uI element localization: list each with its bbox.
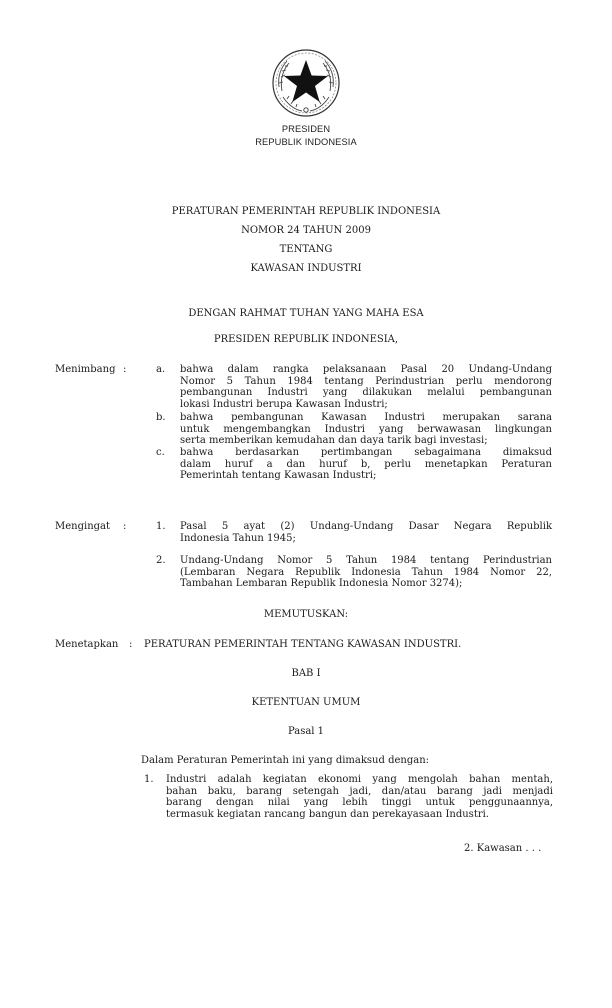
text-line: Indonesia Tahun 1945; (180, 532, 296, 544)
text-line: termasuk kegiatan rancang bangun dan perekayasaan Industri. (166, 808, 489, 820)
menimbang-marker-a: a. (156, 364, 166, 375)
text-line: Undang-Undang Nomor 5 Tahun 1984 tentang Perindustrian (180, 555, 552, 566)
mengingat-colon: : (123, 521, 127, 532)
text-line: Nomor 5 Tahun 1984 tentang Perindustrian perlu mendorong (180, 375, 552, 387)
header-republic: REPUBLIK INDONESIA (255, 137, 357, 147)
preamble-president: PRESIDEN REPUBLIK INDONESIA, (213, 334, 399, 345)
text-line: lokasi Industri berupa Kawasan Industri; (180, 398, 388, 410)
menimbang-item-c (180, 447, 552, 482)
regulation-title: PERATURAN PEMERINTAH REPUBLIK INDONESIA (171, 206, 441, 217)
menetapkan-colon: : (129, 639, 133, 650)
text-line: serta memberikan kemudahan dan daya tarik bagi investasi; (180, 435, 488, 447)
menimbang-marker-b: b. (156, 412, 166, 423)
regulation-subject: KAWASAN INDUSTRI (250, 263, 362, 274)
article-item-1 (166, 774, 553, 820)
preamble-blessing: DENGAN RAHMAT TUHAN YANG MAHA ESA (188, 308, 424, 319)
menimbang-marker-c: c. (156, 447, 165, 458)
article-item-marker-1: 1. (144, 774, 154, 785)
mengingat-item-2 (180, 555, 552, 590)
text-line: untuk mengembangkan Industri yang berwawasan lingkungan (180, 423, 552, 435)
text-line: bahwa pembangunan Kawasan Industri merupakan sarana (180, 412, 552, 423)
mengingat-marker-1: 1. (156, 521, 166, 532)
article-intro: Dalam Peraturan Pemerintah ini yang dimaksud dengan: (141, 755, 430, 766)
text-line: barang dengan nilai yang lebih tinggi untuk penggunaannya, (166, 797, 553, 809)
menetapkan-text: PERATURAN PEMERINTAH TENTANG KAWASAN INDUSTRI. (144, 639, 462, 650)
text-line: bahwa dalam rangka pelaksanaan Pasal 20 Undang-Undang (180, 364, 552, 375)
menimbang-colon: : (123, 364, 127, 375)
regulation-number: NOMOR 24 TAHUN 2009 (241, 225, 371, 236)
chapter-number: BAB I (291, 668, 321, 679)
mengingat-marker-2: 2. (156, 555, 166, 566)
mengingat-label: Mengingat (55, 521, 111, 532)
menimbang-label: Menimbang (55, 364, 116, 375)
text-line: pembangunan Industri yang dilakukan melalui pembangunan (180, 387, 552, 399)
garuda-star-emblem-icon (269, 47, 343, 121)
article-title: Pasal 1 (287, 726, 325, 737)
page-continuation: 2. Kawasan . . . (464, 843, 542, 854)
text-line: bahan baku, barang setengah jadi, dan/atau barang jadi menjadi (166, 785, 553, 797)
text-line: (Lembaran Negara Republik Indonesia Tahun 1984 Nomor 22, (180, 566, 552, 578)
menetapkan-label: Menetapkan (55, 639, 119, 650)
text-line: Pasal 5 ayat (2) Undang-Undang Dasar Negara Republik (180, 521, 552, 532)
mengingat-item-1 (180, 521, 552, 544)
regulation-about: TENTANG (279, 244, 333, 255)
chapter-title: KETENTUAN UMUM (251, 697, 361, 708)
text-line: Tambahan Lembaran Republik Indonesia Nomor 3274); (180, 578, 463, 590)
menimbang-item-b (180, 412, 552, 447)
header-president: PRESIDEN (281, 124, 331, 134)
text-line: bahwa berdasarkan pertimbangan sebagaimana dimaksud (180, 447, 552, 458)
text-line: Pemerintah tentang Kawasan Industri; (180, 470, 377, 482)
memutuskan-heading: MEMUTUSKAN: (263, 609, 349, 620)
text-line: dalam huruf a dan huruf b, perlu menetapkan Peraturan (180, 458, 552, 470)
menimbang-item-a (180, 364, 552, 410)
text-line: Industri adalah kegiatan ekonomi yang mengolah bahan mentah, (166, 774, 553, 785)
